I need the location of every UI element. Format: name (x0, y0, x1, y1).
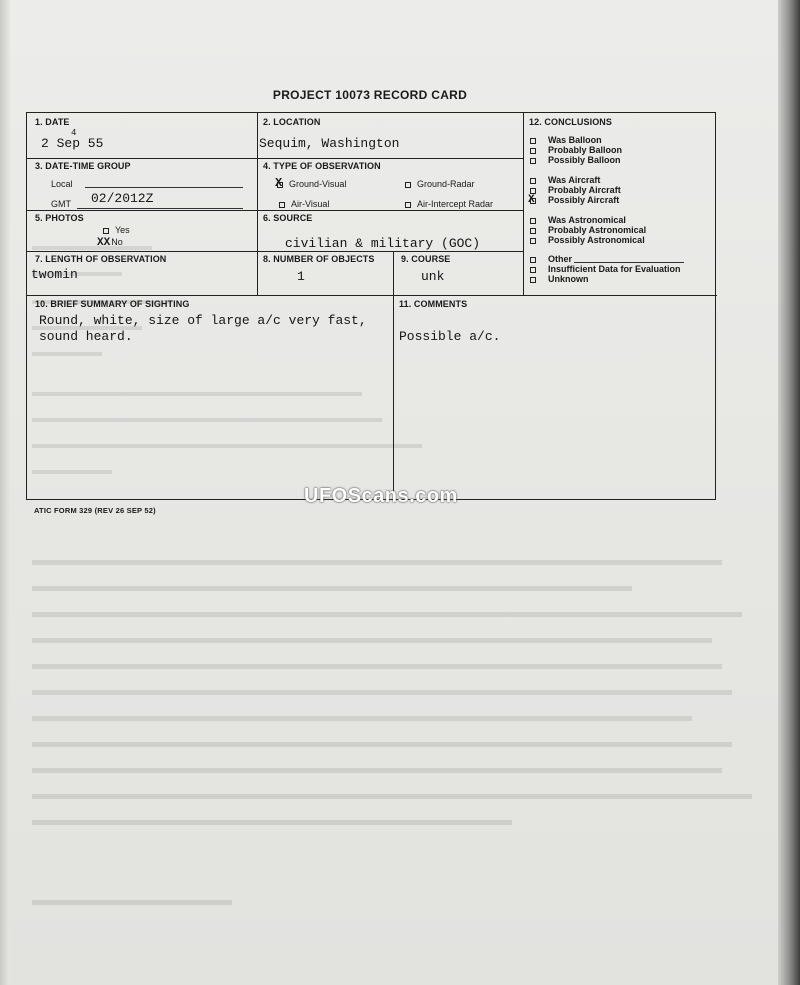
air-intercept-radar-checkbox (405, 202, 411, 208)
datetime-group-label: 3. DATE-TIME GROUP (35, 161, 131, 171)
conclusion-text: Probably Aircraft (548, 185, 621, 195)
air-intercept-radar-option (405, 199, 493, 209)
conclusion-checkbox (530, 277, 536, 283)
conclusion-option (530, 185, 621, 195)
type-of-observation-label: 4. TYPE OF OBSERVATION (263, 161, 381, 171)
photos-no-mark: XX (97, 237, 111, 249)
card-title: PROJECT 10073 RECORD CARD (272, 88, 468, 102)
record-card (26, 112, 716, 500)
grid-line (523, 113, 524, 295)
gmt-underline (77, 208, 243, 209)
conclusion-option (530, 155, 621, 165)
local-underline (85, 187, 243, 188)
grid-line (27, 210, 523, 211)
conclusion-checkbox (530, 148, 536, 154)
watermark: UFOScans.com (304, 485, 458, 507)
length-of-observation-value: twomin (31, 267, 78, 282)
summary-line-1: Round, white, size of large a/c very fast, (39, 313, 367, 328)
ground-radar-checkbox (405, 182, 411, 188)
course-label: 9. COURSE (401, 254, 451, 264)
conclusion-text: Probably Balloon (548, 145, 623, 155)
photos-no-text: No (111, 237, 123, 247)
gmt-value: 02/2012Z (91, 191, 154, 206)
conclusion-text: Unknown (548, 274, 589, 284)
air-visual-checkbox (279, 202, 285, 208)
comments-label: 11. COMMENTS (399, 299, 468, 309)
conclusion-checkbox (528, 194, 536, 206)
conclusion-option (530, 175, 600, 185)
conclusion-option (530, 195, 619, 205)
conclusion-checkbox (530, 138, 536, 144)
ground-radar-text: Ground-Radar (417, 179, 475, 189)
conclusion-checkbox (530, 267, 536, 273)
conclusion-text: Probably Astronomical (548, 225, 647, 235)
number-of-objects-label: 8. NUMBER OF OBJECTS (263, 254, 375, 264)
form-number: ATIC FORM 329 (REV 26 SEP 52) (34, 506, 156, 515)
location-value: Sequim, Washington (259, 136, 400, 151)
source-value: civilian & military (GOC) (285, 236, 481, 251)
length-of-observation-label: 7. LENGTH OF OBSERVATION (35, 254, 167, 264)
date-mark: 4 (71, 128, 77, 138)
ground-visual-option (275, 176, 347, 190)
conclusion-text: Possibly Astronomical (548, 235, 645, 245)
ground-radar-option (405, 179, 475, 189)
air-visual-option (279, 199, 329, 209)
gmt-label: GMT (51, 199, 71, 209)
conclusion-text: Other (548, 254, 573, 264)
grid-line (27, 251, 523, 252)
conclusion-option (530, 135, 602, 145)
local-label: Local (51, 179, 73, 189)
conclusion-check-mark: X (528, 194, 535, 206)
conclusion-option (530, 264, 681, 274)
grid-line (27, 158, 523, 159)
photos-label: 5. PHOTOS (35, 213, 84, 223)
conclusion-text: Was Astronomical (548, 215, 626, 225)
conclusion-text: Possibly Balloon (548, 155, 621, 165)
air-intercept-radar-text: Air-Intercept Radar (417, 199, 494, 209)
conclusion-text: Insufficient Data for Evaluation (548, 264, 681, 274)
conclusion-checkbox (530, 178, 536, 184)
summary-label: 10. BRIEF SUMMARY OF SIGHTING (35, 299, 190, 309)
photos-no-option (97, 237, 123, 249)
conclusion-checkbox (530, 238, 536, 244)
other-underline (574, 262, 684, 263)
conclusion-option (530, 145, 622, 155)
conclusion-option (530, 254, 684, 264)
conclusion-checkbox (530, 218, 536, 224)
conclusion-text: Was Balloon (548, 135, 602, 145)
comments-value: Possible a/c. (399, 329, 501, 344)
photos-yes-checkbox (103, 228, 109, 234)
air-visual-text: Air-Visual (291, 199, 330, 209)
conclusion-checkbox (530, 158, 536, 164)
conclusions-label: 12. CONCLUSIONS (529, 117, 613, 127)
conclusion-option (530, 274, 589, 284)
conclusion-text: Possibly Aircraft (548, 195, 620, 205)
number-of-objects-value: 1 (297, 269, 305, 284)
ground-visual-check-mark: X (275, 176, 283, 190)
date-value: 2 Sep 55 (41, 136, 104, 151)
conclusion-text: Was Aircraft (548, 175, 601, 185)
location-label: 2. LOCATION (263, 117, 321, 127)
course-value: unk (421, 269, 445, 284)
photos-yes-text: Yes (115, 225, 130, 235)
conclusion-option (530, 235, 645, 245)
date-label: 1. DATE (35, 117, 70, 127)
grid-line (393, 251, 394, 501)
conclusion-option (530, 215, 626, 225)
photos-yes-option (103, 225, 130, 235)
source-label: 6. SOURCE (263, 213, 313, 223)
conclusion-checkbox (530, 228, 536, 234)
summary-line-2: sound heard. (39, 329, 133, 344)
grid-line (27, 295, 717, 296)
conclusion-checkbox (530, 257, 536, 263)
ground-visual-text: Ground-Visual (289, 179, 347, 189)
conclusion-option (530, 225, 646, 235)
